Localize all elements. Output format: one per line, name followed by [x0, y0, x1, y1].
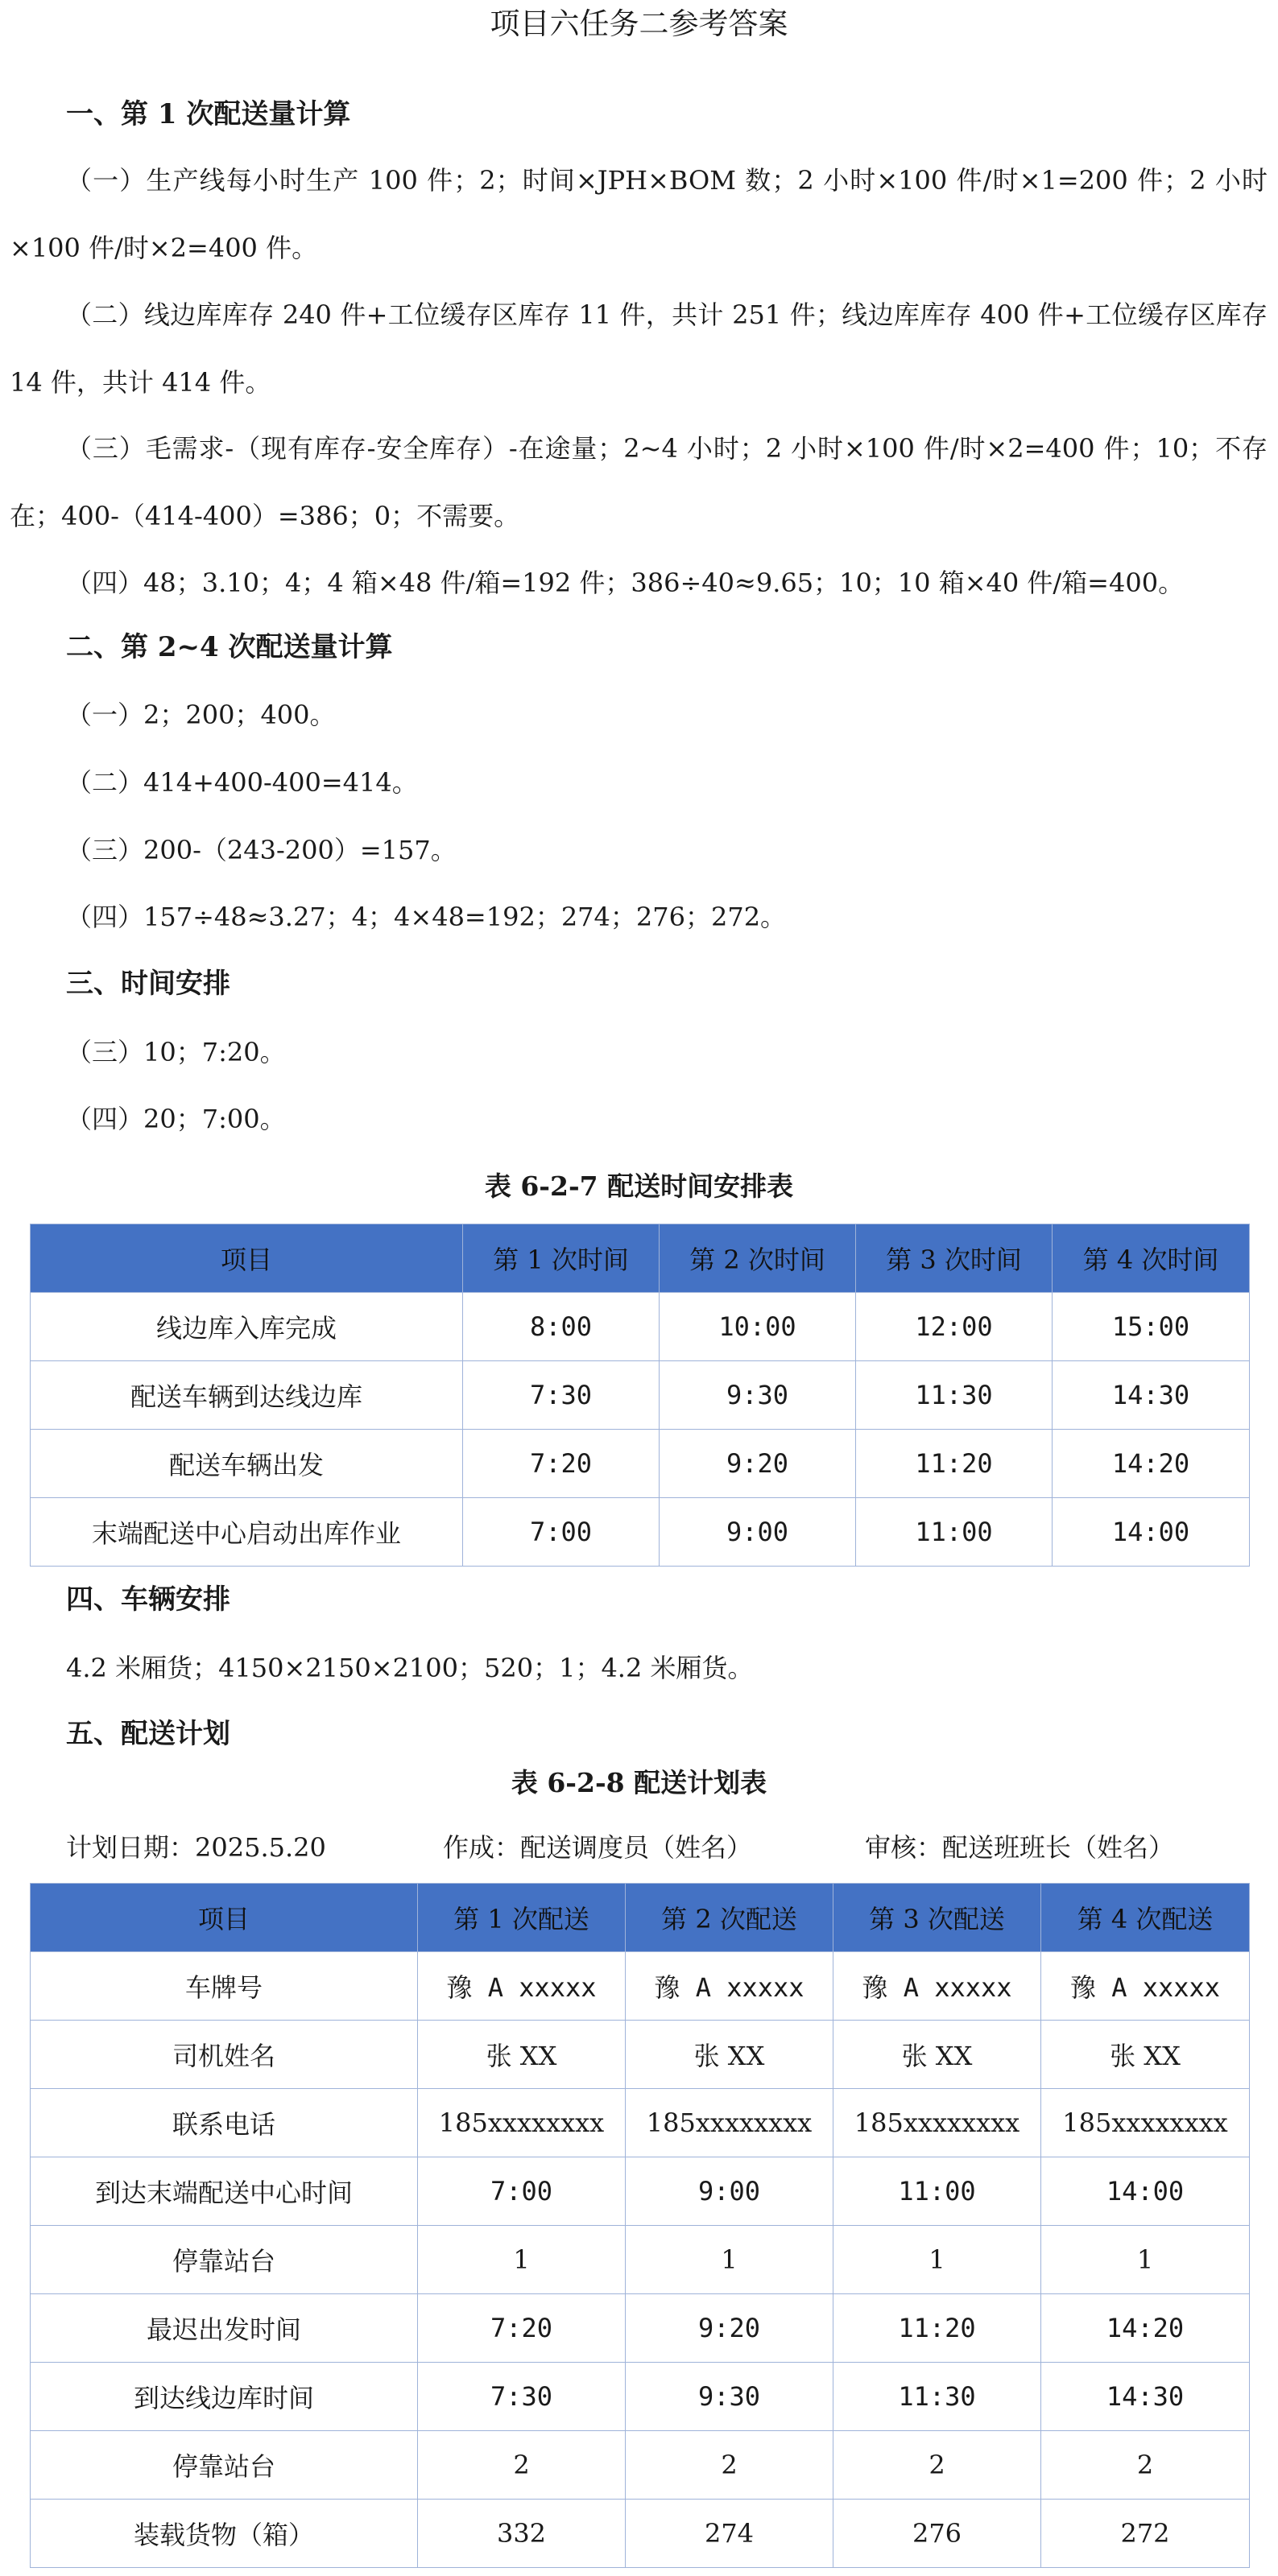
section-1-paragraph-2: （二）线边库库存 240 件+工位缓存区库存 11 件，共计 251 件；线边库库存 400 件+工位缓存区库存 14 件，共计 414 件。	[10, 299, 1268, 398]
table-cell: 15:00	[1053, 1293, 1250, 1361]
table-cell: 272	[1041, 2500, 1250, 2568]
table-cell: 11:30	[833, 2363, 1041, 2431]
table-cell: 7:20	[463, 1430, 660, 1498]
section-1-paragraph-4: （四）48；3.10；4；4 箱×48 件/箱=192 件；386÷40≈9.65；10；10 箱×40 件/箱=400。	[66, 568, 1185, 598]
made-by: 作成：配送调度员（姓名）	[443, 1832, 753, 1863]
row-label: 到达线边库时间	[31, 2363, 418, 2431]
row-label: 装载货物（箱）	[31, 2500, 418, 2568]
table-row	[31, 2294, 1250, 2363]
table-row	[31, 1430, 1250, 1498]
table-row	[31, 2431, 1250, 2500]
table-cell: 14:30	[1053, 1361, 1250, 1430]
column-header: 第 2 次配送	[626, 1884, 833, 1952]
table-cell: 9:20	[626, 2294, 833, 2363]
table-row	[31, 2226, 1250, 2294]
table-cell: 张 XX	[1041, 2021, 1250, 2089]
table-cell: 14:30	[1041, 2363, 1250, 2431]
table-cell: 9:00	[626, 2157, 833, 2226]
row-label: 线边库入库完成	[31, 1293, 463, 1361]
table-cell: 7:20	[418, 2294, 626, 2363]
table-cell: 豫 A xxxxx	[626, 1952, 833, 2021]
row-label: 末端配送中心启动出库作业	[31, 1498, 463, 1567]
table-cell: 1	[418, 2226, 626, 2294]
table-cell: 14:20	[1053, 1430, 1250, 1498]
table-cell: 9:00	[660, 1498, 856, 1567]
table-row	[31, 2363, 1250, 2431]
row-label: 停靠站台	[31, 2431, 418, 2500]
table-2-caption: 表 6-2-8 配送计划表	[511, 1767, 767, 1798]
delivery-plan-table	[30, 1883, 1250, 2568]
section-5-heading: 五、配送计划	[66, 1718, 230, 1750]
table-cell: 14:20	[1041, 2294, 1250, 2363]
table-cell: 12:00	[856, 1293, 1053, 1361]
row-label: 到达末端配送中心时间	[31, 2157, 418, 2226]
table-cell: 张 XX	[626, 2021, 833, 2089]
section-2-line-2: （二）414+400-400=414。	[66, 767, 418, 798]
table-row	[31, 2500, 1250, 2568]
row-label: 配送车辆出发	[31, 1430, 463, 1498]
column-header: 项目	[31, 1224, 463, 1293]
table-row	[31, 2089, 1250, 2157]
section-2-line-4: （四）157÷48≈3.27；4；4×48=192；274；276；272。	[66, 902, 787, 932]
table-cell: 14:00	[1041, 2157, 1250, 2226]
section-4-line-1: 4.2 米厢货；4150×2150×2100；520；1；4.2 米厢货。	[66, 1653, 754, 1683]
page-title: 项目六任务二参考答案	[490, 6, 788, 41]
column-header: 第 4 次时间	[1053, 1224, 1250, 1293]
table-cell: 332	[418, 2500, 626, 2568]
table-cell: 豫 A xxxxx	[1041, 1952, 1250, 2021]
table-cell: 2	[1041, 2431, 1250, 2500]
plan-date: 计划日期：2025.5.20	[66, 1832, 326, 1863]
table-row	[31, 1361, 1250, 1430]
table-cell: 185xxxxxxxx	[1041, 2089, 1250, 2157]
table-cell: 1	[1041, 2226, 1250, 2294]
table-row	[31, 1498, 1250, 1567]
table-cell: 1	[626, 2226, 833, 2294]
section-3-heading: 三、时间安排	[66, 968, 230, 1000]
table-cell: 1	[833, 2226, 1041, 2294]
delivery-time-table	[30, 1224, 1250, 1567]
table-cell: 185xxxxxxxx	[833, 2089, 1041, 2157]
table-cell: 2	[418, 2431, 626, 2500]
row-label: 配送车辆到达线边库	[31, 1361, 463, 1430]
column-header: 第 2 次时间	[660, 1224, 856, 1293]
section-1-paragraph-1: （一）生产线每小时生产 100 件；2；时间×JPH×BOM 数；2 小时×100 件/时×1=200 件；2 小时×100 件/时×2=400 件。	[10, 165, 1268, 263]
section-1-heading: 一、第 1 次配送量计算	[66, 98, 351, 130]
table-cell: 274	[626, 2500, 833, 2568]
table-cell: 张 XX	[418, 2021, 626, 2089]
column-header: 第 1 次时间	[463, 1224, 660, 1293]
table-cell: 7:30	[463, 1361, 660, 1430]
section-4-heading: 四、车辆安排	[66, 1583, 230, 1616]
table-1-caption: 表 6-2-7 配送时间安排表	[484, 1170, 794, 1202]
table-cell: 2	[833, 2431, 1041, 2500]
table-cell: 185xxxxxxxx	[418, 2089, 626, 2157]
table-cell: 11:20	[833, 2294, 1041, 2363]
table-cell: 11:20	[856, 1430, 1053, 1498]
section-3-line-2: （四）20；7:00。	[66, 1104, 286, 1134]
table-cell: 8:00	[463, 1293, 660, 1361]
table-cell: 276	[833, 2500, 1041, 2568]
section-2-line-3: （三）200-（243-200）=157。	[66, 835, 457, 865]
section-3-line-1: （三）10；7:20。	[66, 1037, 286, 1067]
table-cell: 9:30	[626, 2363, 833, 2431]
table-header-row	[31, 1884, 1250, 1952]
column-header: 第 3 次配送	[833, 1884, 1041, 1952]
table-cell: 9:30	[660, 1361, 856, 1430]
table-row	[31, 1952, 1250, 2021]
column-header: 项目	[31, 1884, 418, 1952]
section-2-heading: 二、第 2~4 次配送量计算	[66, 631, 393, 663]
table-cell: 11:00	[856, 1498, 1053, 1567]
table-cell: 7:00	[463, 1498, 660, 1567]
row-label: 联系电话	[31, 2089, 418, 2157]
table-cell: 11:30	[856, 1361, 1053, 1430]
column-header: 第 4 次配送	[1041, 1884, 1250, 1952]
table-header-row	[31, 1224, 1250, 1293]
row-label: 车牌号	[31, 1952, 418, 2021]
reviewer: 审核：配送班班长（姓名）	[865, 1832, 1175, 1863]
table-cell: 185xxxxxxxx	[626, 2089, 833, 2157]
table-cell: 10:00	[660, 1293, 856, 1361]
table-cell: 张 XX	[833, 2021, 1041, 2089]
table-cell: 7:00	[418, 2157, 626, 2226]
table-cell: 9:20	[660, 1430, 856, 1498]
table-cell: 14:00	[1053, 1498, 1250, 1567]
table-cell: 豫 A xxxxx	[418, 1952, 626, 2021]
column-header: 第 1 次配送	[418, 1884, 626, 1952]
section-1-paragraph-3: （三）毛需求-（现有库存-安全库存）-在途量；2~4 小时；2 小时×100 件/时×2=400 件；10；不存在；400-（414-400）=386；0；不需要。	[10, 433, 1268, 531]
table-cell: 2	[626, 2431, 833, 2500]
table-cell: 11:00	[833, 2157, 1041, 2226]
table-row	[31, 2021, 1250, 2089]
column-header: 第 3 次时间	[856, 1224, 1053, 1293]
row-label: 司机姓名	[31, 2021, 418, 2089]
table-row	[31, 1293, 1250, 1361]
row-label: 最迟出发时间	[31, 2294, 418, 2363]
table-row	[31, 2157, 1250, 2226]
section-2-line-1: （一）2；200；400。	[66, 700, 336, 730]
table-cell: 豫 A xxxxx	[833, 1952, 1041, 2021]
table-cell: 7:30	[418, 2363, 626, 2431]
row-label: 停靠站台	[31, 2226, 418, 2294]
